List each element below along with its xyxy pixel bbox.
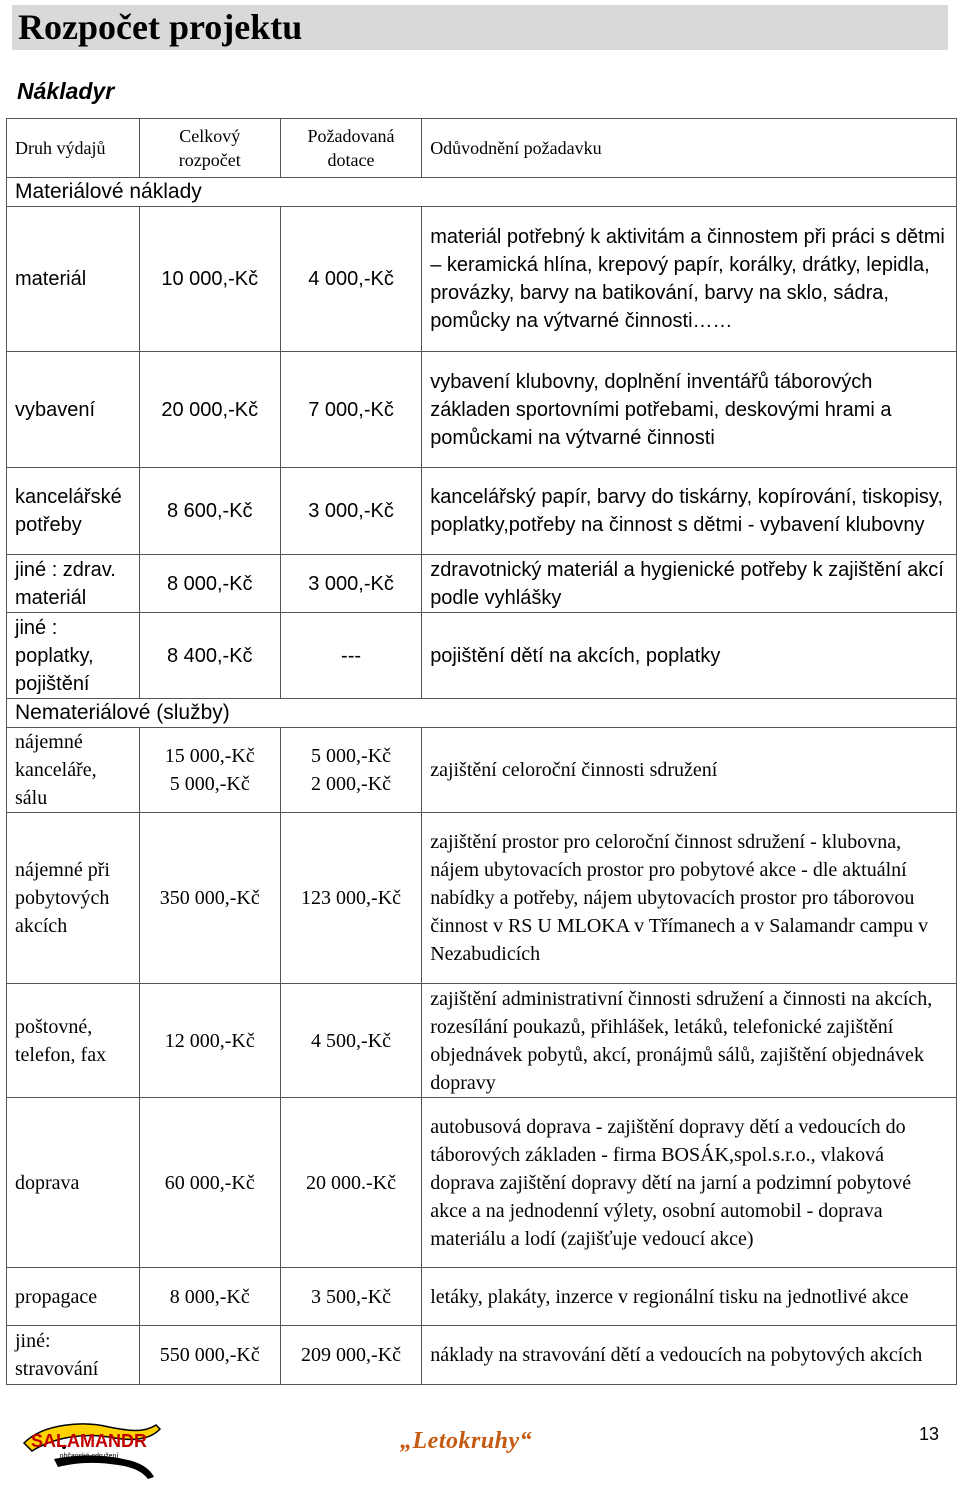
row-type: jiné : poplatky, pojištění [7, 613, 140, 699]
row-grant-2: 2 000,-Kč [311, 773, 392, 795]
header-type: Druh výdajů [7, 119, 140, 178]
table-row [7, 613, 957, 699]
page-number: 13 [919, 1424, 940, 1444]
section-nonmaterial-label: Nemateriálové (služby) [7, 699, 957, 728]
header-grant: Požadovaná dotace [280, 119, 421, 178]
row-grant: 4 500,-Kč [280, 984, 421, 1098]
salamandr-logo [14, 1403, 164, 1485]
row-total: 8 400,-Kč [139, 613, 280, 699]
row-justification: letáky, plakáty, inzerce v regionální tisku na jednotlivé akce [422, 1268, 957, 1326]
row-type: materiál [7, 207, 140, 352]
row-type: nájemné kanceláře, sálu [7, 728, 140, 813]
row-grant: 123 000,-Kč [280, 813, 421, 984]
table-row [7, 1098, 957, 1268]
section-row-material [7, 178, 957, 207]
row-type: propagace [7, 1268, 140, 1326]
header-justification: Odůvodnění požadavku [422, 119, 957, 178]
row-grant: 7 000,-Kč [280, 352, 421, 468]
row-justification: náklady na stravování dětí a vedoucích na pobytových akcích [422, 1326, 957, 1385]
table-row [7, 1326, 957, 1385]
row-total: 60 000,-Kč [139, 1098, 280, 1268]
row-grant: 209 000,-Kč [280, 1326, 421, 1385]
row-justification: autobusová doprava - zajištění dopravy dětí a vedoucích do táborových základen - firma BOSÁK,spol.s.r.o., vlaková doprava zajištění dopravy dětí na jarní a podzimní pobytové akce a na jednodenní výlety, osobní automobil - doprava materiálu a lodí (zajišťuje vedoucí akce) [422, 1098, 957, 1268]
row-justification: vybavení klubovny, doplnění inventářů táborových základen sportovními potřebami, deskovými hrami a pomůckami na výtvarné činnosti [422, 352, 957, 468]
row-type: jiné: stravování [7, 1326, 140, 1385]
row-type: jiné : zdrav. materiál [7, 555, 140, 613]
row-total: 8 600,-Kč [139, 468, 280, 555]
row-type: kancelářské potřeby [7, 468, 140, 555]
row-grant: 20 000.-Kč [280, 1098, 421, 1268]
table-row [7, 984, 957, 1098]
budget-table [6, 118, 957, 1385]
row-grant: 3 500,-Kč [280, 1268, 421, 1326]
row-total: 8 000,-Kč [139, 555, 280, 613]
table-row [7, 207, 957, 352]
row-total: 12 000,-Kč [139, 984, 280, 1098]
table-row [7, 468, 957, 555]
table-header-row [7, 119, 957, 178]
row-justification: zdravotnický materiál a hygienické potřeby k zajištění akcí podle vyhlášky [422, 555, 957, 613]
row-type: nájemné při pobytových akcích [7, 813, 140, 984]
row-total: 20 000,-Kč [139, 352, 280, 468]
row-justification: zajištění celoroční činnosti sdružení [422, 728, 957, 813]
row-justification: kancelářský papír, barvy do tiskárny, kopírování, tiskopisy, poplatky,potřeby na činnost s dětmi - vybavení klubovny [422, 468, 957, 555]
row-total: 8 000,-Kč [139, 1268, 280, 1326]
footer-brand: „Letokruhy“ [400, 1428, 533, 1454]
title-bar [12, 5, 948, 50]
row-grant-1: 5 000,-Kč [311, 745, 392, 767]
row-type: doprava [7, 1098, 140, 1268]
row-type: vybavení [7, 352, 140, 468]
page-title: Rozpočet projektu [18, 7, 303, 47]
row-grant: 4 000,-Kč [280, 207, 421, 352]
table-row [7, 352, 957, 468]
row-type: poštovné, telefon, fax [7, 984, 140, 1098]
table-row [7, 813, 957, 984]
row-justification: zajištění administrativní činnosti sdružení a činnosti na akcích, rozesílání poukazů, přihlášek, letáků, telefonické zajištění objednávek pobytů, akcí, pronájmů sálů, zajištění objednávek dopravy [422, 984, 957, 1098]
row-total: 350 000,-Kč [139, 813, 280, 984]
row-total: 10 000,-Kč [139, 207, 280, 352]
table-row [7, 555, 957, 613]
row-total-1: 15 000,-Kč [164, 745, 255, 767]
row-total-2: 5 000,-Kč [169, 773, 250, 795]
page-subtitle: Nákladyr [17, 78, 115, 104]
section-row-nonmaterial [7, 699, 957, 728]
table-row [7, 1268, 957, 1326]
row-grant: 3 000,-Kč [280, 555, 421, 613]
row-grant: --- [280, 613, 421, 699]
table-row [7, 728, 957, 813]
row-justification: zajištění prostor pro celoroční činnost sdružení - klubovna, nájem ubytovacích prostor pro pobytové akce - dle aktuální nabídky a potřeby, nájem ubytovacích prostor pro táborovou činnost v RS U MLOKA v Třímanech a v Salamandr campu v Nezabudicích [422, 813, 957, 984]
logo-text: SALAMANDR [31, 1431, 147, 1451]
row-justification: pojištění dětí na akcích, poplatky [422, 613, 957, 699]
logo-subtext: občanské sdružení [59, 1453, 119, 1460]
section-material-label: Materiálové náklady [7, 178, 957, 207]
row-justification: materiál potřebný k aktivitám a činnostem při práci s dětmi – keramická hlína, krepový papír, korálky, drátky, lepidla, provázky, barvy na batikování, barvy na sklo, sádra, pomůcky na výtvarné činnosti…… [422, 207, 957, 352]
row-total: 550 000,-Kč [139, 1326, 280, 1385]
salamander-icon [14, 1403, 164, 1485]
row-grant: 3 000,-Kč [280, 468, 421, 555]
header-total: Celkový rozpočet [139, 119, 280, 178]
